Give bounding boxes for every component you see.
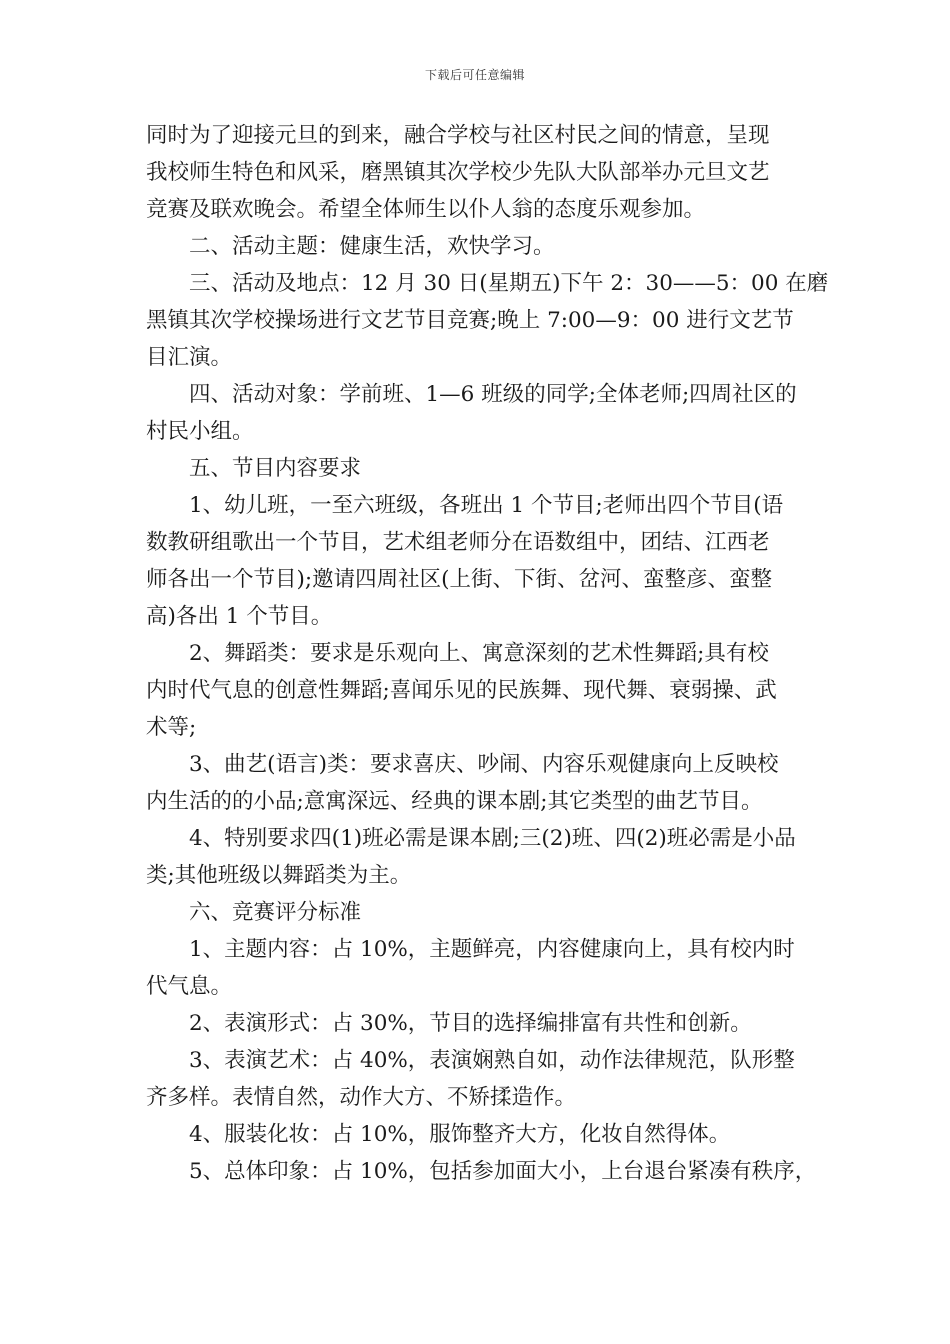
- section-heading-time-place: 三、活动及地点：12 月 30 日(星期五)下午 2：30——5：00 在磨: [189, 271, 829, 296]
- body-line: 村民小组。: [146, 419, 254, 444]
- page-header: 下载后可任意编辑: [424, 68, 525, 82]
- list-item-2: 2、舞蹈类：要求是乐观向上、寓意深刻的艺术性舞蹈;具有校: [189, 641, 769, 666]
- scoring-item-1: 1、主题内容：占 10%，主题鲜亮，内容健康向上，具有校内时: [189, 937, 795, 962]
- section-heading-scoring: 六、竞赛评分标准: [189, 900, 362, 925]
- scoring-item-4: 4、服装化妆：占 10%，服饰整齐大方，化妆自然得体。: [189, 1122, 731, 1147]
- body-line: 术等;: [146, 715, 197, 740]
- section-heading-program-requirements: 五、节目内容要求: [189, 456, 362, 481]
- body-line: 同时为了迎接元旦的到来，融合学校与社区村民之间的情意，呈现: [146, 123, 770, 148]
- body-line: 内时代气息的创意性舞蹈;喜闻乐见的民族舞、现代舞、衰弱操、武: [146, 678, 777, 703]
- body-line: 数教研组歌出一个节目，艺术组老师分在语数组中，团结、江西老: [146, 530, 770, 555]
- body-line: 竞赛及联欢晚会。希望全体师生以仆人翁的态度乐观参加。: [146, 197, 706, 222]
- section-heading-participants: 四、活动对象：学前班、1—6 班级的同学;全体老师;四周社区的: [189, 382, 797, 407]
- section-heading-theme: 二、活动主题：健康生活，欢快学习。: [189, 234, 555, 259]
- body-line: 高)各出 1 个节目。: [146, 604, 333, 629]
- body-line: 我校师生特色和风采，磨黑镇其次学校少先队大队部举办元旦文艺: [146, 160, 770, 185]
- body-line: 黑镇其次学校操场进行文艺节目竞赛;晚上 7:00—9：00 进行文艺节: [146, 308, 794, 333]
- body-line: 类;其他班级以舞蹈类为主。: [146, 863, 412, 888]
- body-line: 内生活的的小品;意寓深远、经典的课本剧;其它类型的曲艺节目。: [146, 789, 763, 814]
- list-item-4: 4、特别要求四(1)班必需是课本剧;三(2)班、四(2)班必需是小品: [189, 826, 796, 851]
- body-line: 齐多样。表情自然，动作大方、不矫揉造作。: [146, 1085, 577, 1110]
- scoring-item-3: 3、表演艺术：占 40%，表演娴熟自如，动作法律规范，队形整: [189, 1048, 795, 1073]
- list-item-1: 1、幼儿班，一至六班级，各班出 1 个节目;老师出四个节目(语: [189, 493, 784, 518]
- document-body: [146, 117, 829, 1190]
- body-line: 代气息。: [146, 974, 233, 999]
- list-item-3: 3、曲艺(语言)类：要求喜庆、吵闹、内容乐观健康向上反映校: [189, 752, 779, 777]
- scoring-item-2: 2、表演形式：占 30%，节目的选择编排富有共性和创新。: [189, 1011, 752, 1036]
- body-line: 目汇演。: [146, 345, 233, 370]
- scoring-item-5: 5、总体印象：占 10%，包括参加面大小，上台退台紧凑有秩序，: [189, 1159, 817, 1184]
- body-line: 师各出一个节目);邀请四周社区(上街、下街、岔河、蛮整彦、蛮整: [146, 567, 773, 592]
